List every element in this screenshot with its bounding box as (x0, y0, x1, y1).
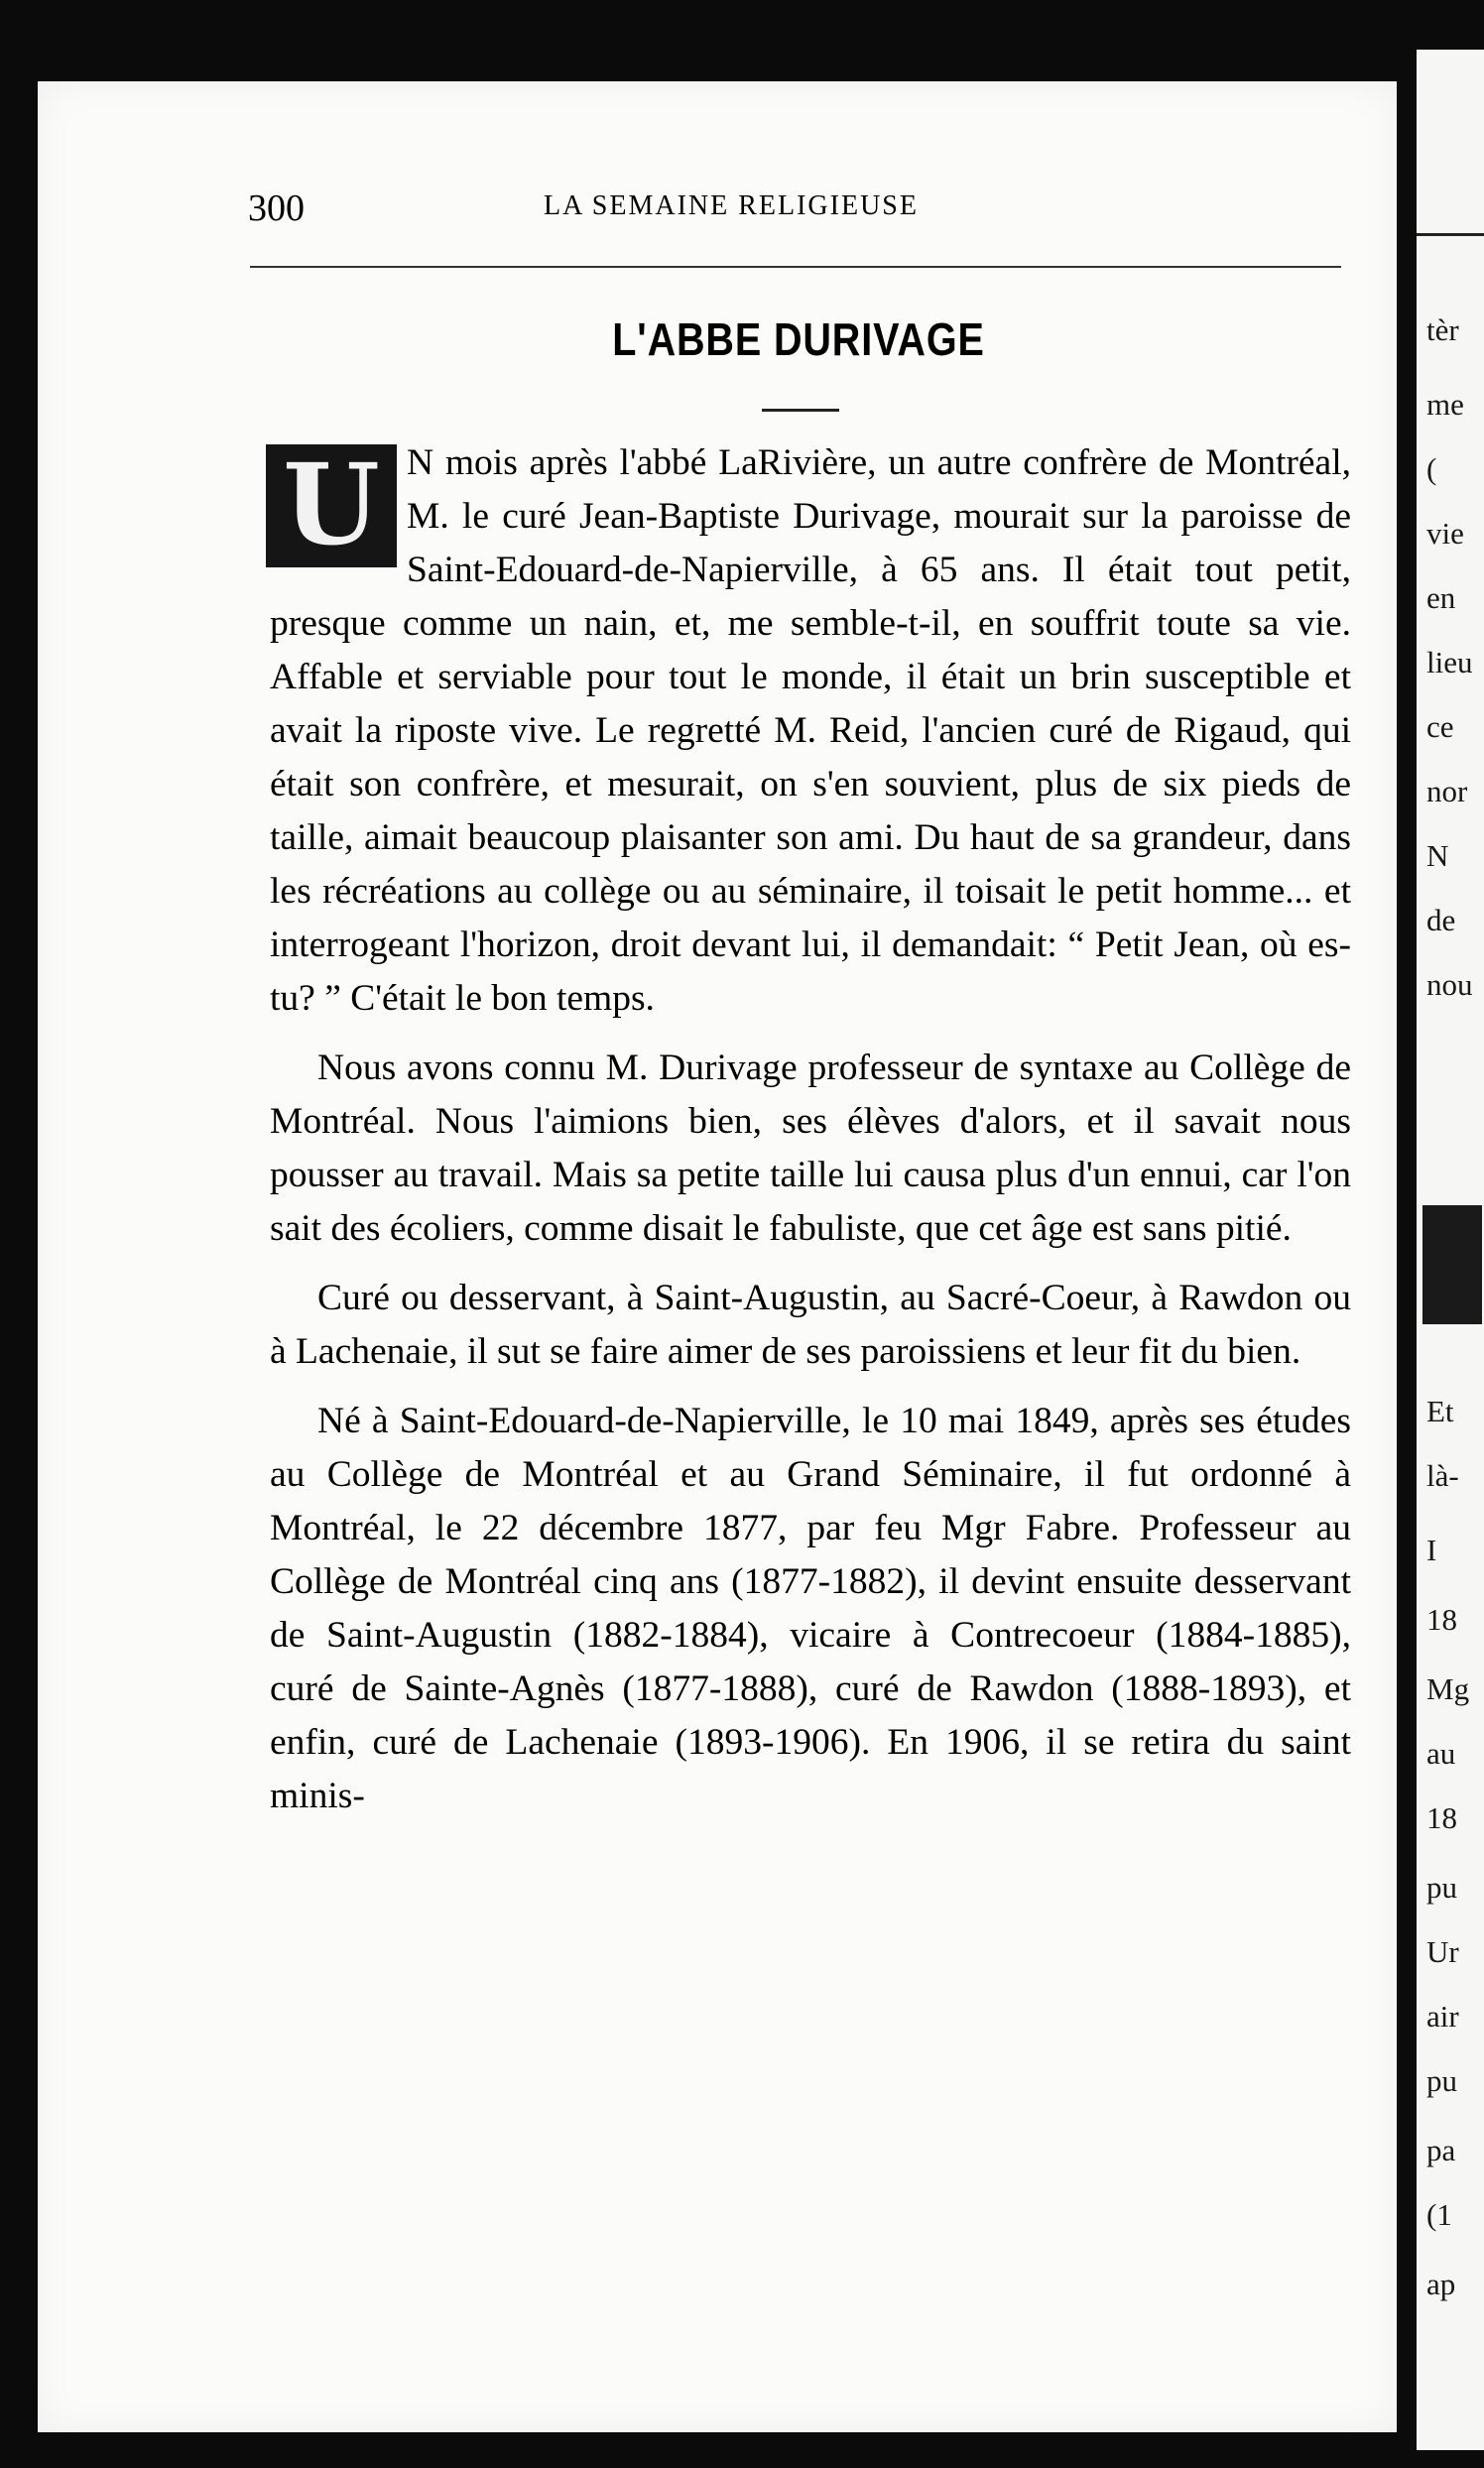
facing-page-fragment: en (1426, 580, 1456, 615)
facing-page-fragment: pu (1426, 2063, 1457, 2098)
facing-page-fragment: nor (1426, 774, 1468, 808)
facing-page-fragment: I (1426, 1533, 1437, 1567)
page-header (206, 186, 1428, 236)
page-number: 300 (248, 187, 305, 229)
facing-page-fragment: là- (1426, 1458, 1459, 1493)
header-rule (250, 266, 1341, 268)
title-divider (762, 409, 839, 412)
article-title: L'ABBE DURIVAGE (612, 313, 985, 365)
article-body (270, 436, 1351, 1839)
facing-page-fragment: ap (1426, 2267, 1456, 2301)
facing-page-fragment: ( (1426, 451, 1437, 486)
facing-page-fragment: Ur (1426, 1934, 1459, 1969)
facing-page-fragment: vie (1426, 516, 1464, 551)
paragraph-2: Nous avons connu M. Durivage professeur de syntaxe au Collège de Montréal. Nous l'aimions bien, ses élèves d'alors, et il savait nous pousser au travail. Mais sa petite taille lui causa plus d'un ennui, car l'on sait des écoliers, comme disait le fabuliste, que cet âge est sans pitié. (270, 1048, 1351, 1249)
paragraph-4: Né à Saint-Edouard-de-Napierville, le 10 mai 1849, après ses études au Collège de Montréal et au Grand Séminaire, il fut ordonné à Montréal, le 22 décembre 1877, par feu Mgr Fabre. Professeur au Collège de Montréal cinq ans (1877-1882), il devint ensuite desservant de Saint-Augustin (1882-1884), vicaire à Contrecoeur (1884-1885), curé de Sainte-Agnès (1877-1888), curé de Rawdon (1888-1893), et enfin, curé de Lachenaie (1893-1906). En 1906, il se retira du saint minis- (270, 1401, 1351, 1816)
facing-page-fragment: lieu (1426, 645, 1473, 679)
facing-page-fragment: ce (1426, 709, 1454, 744)
facing-page-fragment: Mg (1426, 1671, 1470, 1706)
facing-page-drop-cap (1422, 1205, 1482, 1324)
facing-page-fragment: air (1426, 1999, 1459, 2034)
ornamental-drop-cap (266, 440, 397, 570)
facing-page-edge (1417, 50, 1484, 2450)
facing-page-fragment: pa (1426, 2133, 1456, 2167)
facing-page-fragment: 18 (1426, 1800, 1457, 1835)
facing-page-fragment: au (1426, 1736, 1456, 1771)
facing-page-fragment: me (1426, 387, 1464, 422)
paragraph-1-text: N mois après l'abbé LaRivière, un autre confrère de Montréal, M. le curé Jean-Baptiste Durivage, mourait sur la paroisse de Saint-Edouard-de-Napierville, à 65 ans. Il était tout petit, presque comme un nain, et, me semble-t-il, en souffrit toute sa vie. Affable et serviable pour tout le monde, il était un brin susceptible et avait la riposte vive. Le regretté M. Reid, l'ancien curé de Rigaud, qui était son confrère, et mesurait, on s'en souvient, plus de six pieds de taille, aimait beaucoup plaisanter son ami. Du haut de sa grandeur, dans les récréations au collège ou au séminaire, il toisait le petit homme... et interrogeant l'horizon, droit devant lui, il demandait: “ Petit Jean, où es-tu? ” C'était le bon temps. (270, 442, 1351, 1019)
facing-page-fragment: (1 (1426, 2197, 1452, 2232)
facing-page-fragment: N (1426, 838, 1449, 873)
facing-page-fragment: pu (1426, 1870, 1457, 1905)
running-title: LA SEMAINE RELIGIEUSE (544, 190, 919, 221)
facing-page-fragment: Et (1426, 1394, 1454, 1428)
paragraph-1 (270, 436, 1351, 1026)
facing-page-fragment: 18 (1426, 1602, 1457, 1637)
drop-cap-letter: U (283, 440, 380, 570)
facing-page-fragment: nou (1426, 967, 1473, 1002)
paragraph-3: Curé ou desservant, à Saint-Augustin, au Sacré-Coeur, à Rawdon ou à Lachenaie, il sut se faire aimer de ses paroissiens et leur fit du bien. (270, 1278, 1351, 1372)
facing-page-fragment: tèr (1426, 312, 1459, 347)
facing-page-fragment: de (1426, 903, 1456, 937)
facing-page-rule (1417, 233, 1484, 236)
